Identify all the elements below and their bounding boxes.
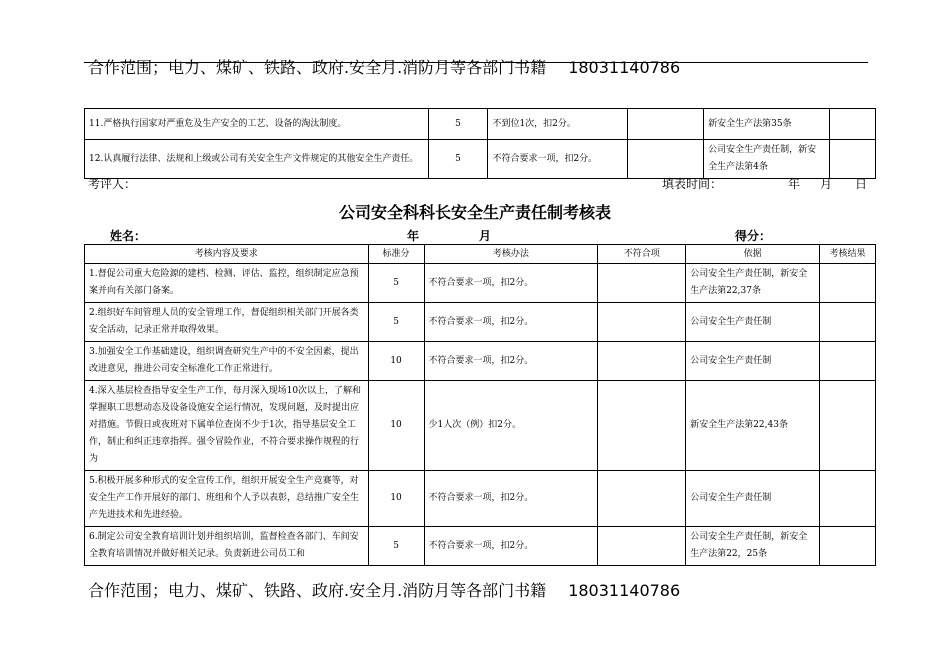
row-score: 10 [368,381,424,471]
row-basis: 新安全生产法第22,43条 [686,381,820,471]
header-score: 标准分 [368,245,424,264]
table-row [85,381,876,471]
header-basis: 依据 [686,245,820,264]
row-noncompliance [598,381,686,471]
row-result [820,381,876,471]
row-content: 6.制定公司安全教育培训计划并组织培训，监督检查各部门、车间安全教育培训情况并做好相关记录。负责新进公司员工和 [85,527,369,566]
row-noncompliance [598,303,686,342]
row-content: 4.深入基层检查指导安全生产工作，每月深入现场10次以上，了解和掌握职工思想动态及设备设施安全运行情况，发现问题，及时提出应对措施。节假日或夜班对下属单位查岗不少于1次，指导基层安全工作，制止和纠正违章指挥。强令冒险作业，不符合要求操作规程的行为 [85,381,369,471]
row-noncompliance [598,342,686,381]
row-content: 1.督促公司重大危险源的建档、检测、评估、监控，组织制定应急预案并向有关部门备案。 [85,264,369,303]
year-label: 年 [407,229,420,243]
banner-phone: 18031140786 [568,58,681,77]
score-label: 得分： [735,229,772,243]
table-header-row [85,245,876,264]
table-row [85,527,876,566]
row-method: 不符合要求一项，扣2分。 [424,527,598,566]
row-score: 10 [368,342,424,381]
row-noncompliance [628,109,704,140]
row-result [830,140,876,179]
row-score: 5 [368,303,424,342]
footer-scope: 合作范围；电力、煤矿、铁路、政府.安全月.消防月等各部门书籍 [88,581,547,600]
row-basis: 公司安全生产责任制，新安全生产法第22，25条 [686,527,820,566]
row-result [820,264,876,303]
row-score: 5 [368,264,424,303]
table-row [85,342,876,381]
header-content: 考核内容及要求 [85,245,369,264]
row-result [820,527,876,566]
row-result [830,109,876,140]
row-basis: 公司安全生产责任制，新安全生产法第22,37条 [686,264,820,303]
table-row [85,109,876,140]
footer-phone: 18031140786 [568,581,681,600]
row-score: 5 [428,140,488,179]
row-result [820,342,876,381]
footer-banner [88,578,680,601]
name-label: 姓名： [110,229,147,243]
row-method: 不符合要求一项，扣2分。 [488,140,628,179]
row-method: 不符合要求一项，扣2分。 [424,264,598,303]
reviewer-label: 考评人： [88,177,137,191]
row-basis: 新安全生产法第35条 [704,109,830,140]
row-noncompliance [598,471,686,527]
banner-scope: 合作范围；电力、煤矿、铁路、政府.安全月.消防月等各部门书籍 [88,58,547,77]
row-method: 不符合要求一项，扣2分。 [424,303,598,342]
header-banner [88,55,680,78]
row-content: 2.组织好车间管理人员的安全管理工作，督促组织相关部门开展各类安全活动，记录正常并取得效果。 [85,303,369,342]
month-label: 月 [479,229,492,243]
row-result [820,303,876,342]
row-score: 10 [368,471,424,527]
table-row [85,471,876,527]
row-content: 11.严格执行国家对严重危及生产安全的工艺、设备的淘汰制度。 [85,109,429,140]
row-method: 不到位1次，扣2分。 [488,109,628,140]
row-noncompliance [598,264,686,303]
table-row [85,264,876,303]
row-basis: 公司安全生产责任制 [686,303,820,342]
header-result: 考核结果 [820,245,876,264]
row-score: 5 [368,527,424,566]
table-row [85,140,876,179]
row-method: 不符合要求一项，扣2分。 [424,342,598,381]
header-rule [84,62,868,63]
fill-day-label: 日 [855,177,868,191]
row-score: 5 [428,109,488,140]
fill-year-label: 年 [788,177,801,191]
fill-month-label: 月 [820,177,833,191]
row-content: 12.认真履行法律、法规和上级或公司有关安全生产文件规定的其他安全生产责任。 [85,140,429,179]
header-method: 考核办法 [424,245,598,264]
row-basis: 公司安全生产责任制，新安全生产法第4条 [704,140,830,179]
header-noncompliance: 不符合项 [598,245,686,264]
row-result [820,471,876,527]
row-method: 少1人次（例）扣2分。 [424,381,598,471]
table-row [85,303,876,342]
row-method: 不符合要求一项，扣2分。 [424,471,598,527]
previous-table [84,108,876,179]
assessment-table [84,244,876,566]
page-title: 公司安全科科长安全生产责任制考核表 [338,203,611,222]
row-noncompliance [628,140,704,179]
row-content: 5.积极开展多种形式的安全宣传工作，组织开展安全生产竞赛等，对安全生产工作开展好的部门、班组和个人予以表彰，总结推广安全生产先进技术和先进经验。 [85,471,369,527]
row-basis: 公司安全生产责任制 [686,471,820,527]
row-basis: 公司安全生产责任制 [686,342,820,381]
row-noncompliance [598,527,686,566]
row-content: 3.加强安全工作基础建设，组织调查研究生产中的不安全因素，提出改进意见，推进公司安全标准化工作正常进行。 [85,342,369,381]
fill-date-label: 填表时间： [662,177,723,191]
